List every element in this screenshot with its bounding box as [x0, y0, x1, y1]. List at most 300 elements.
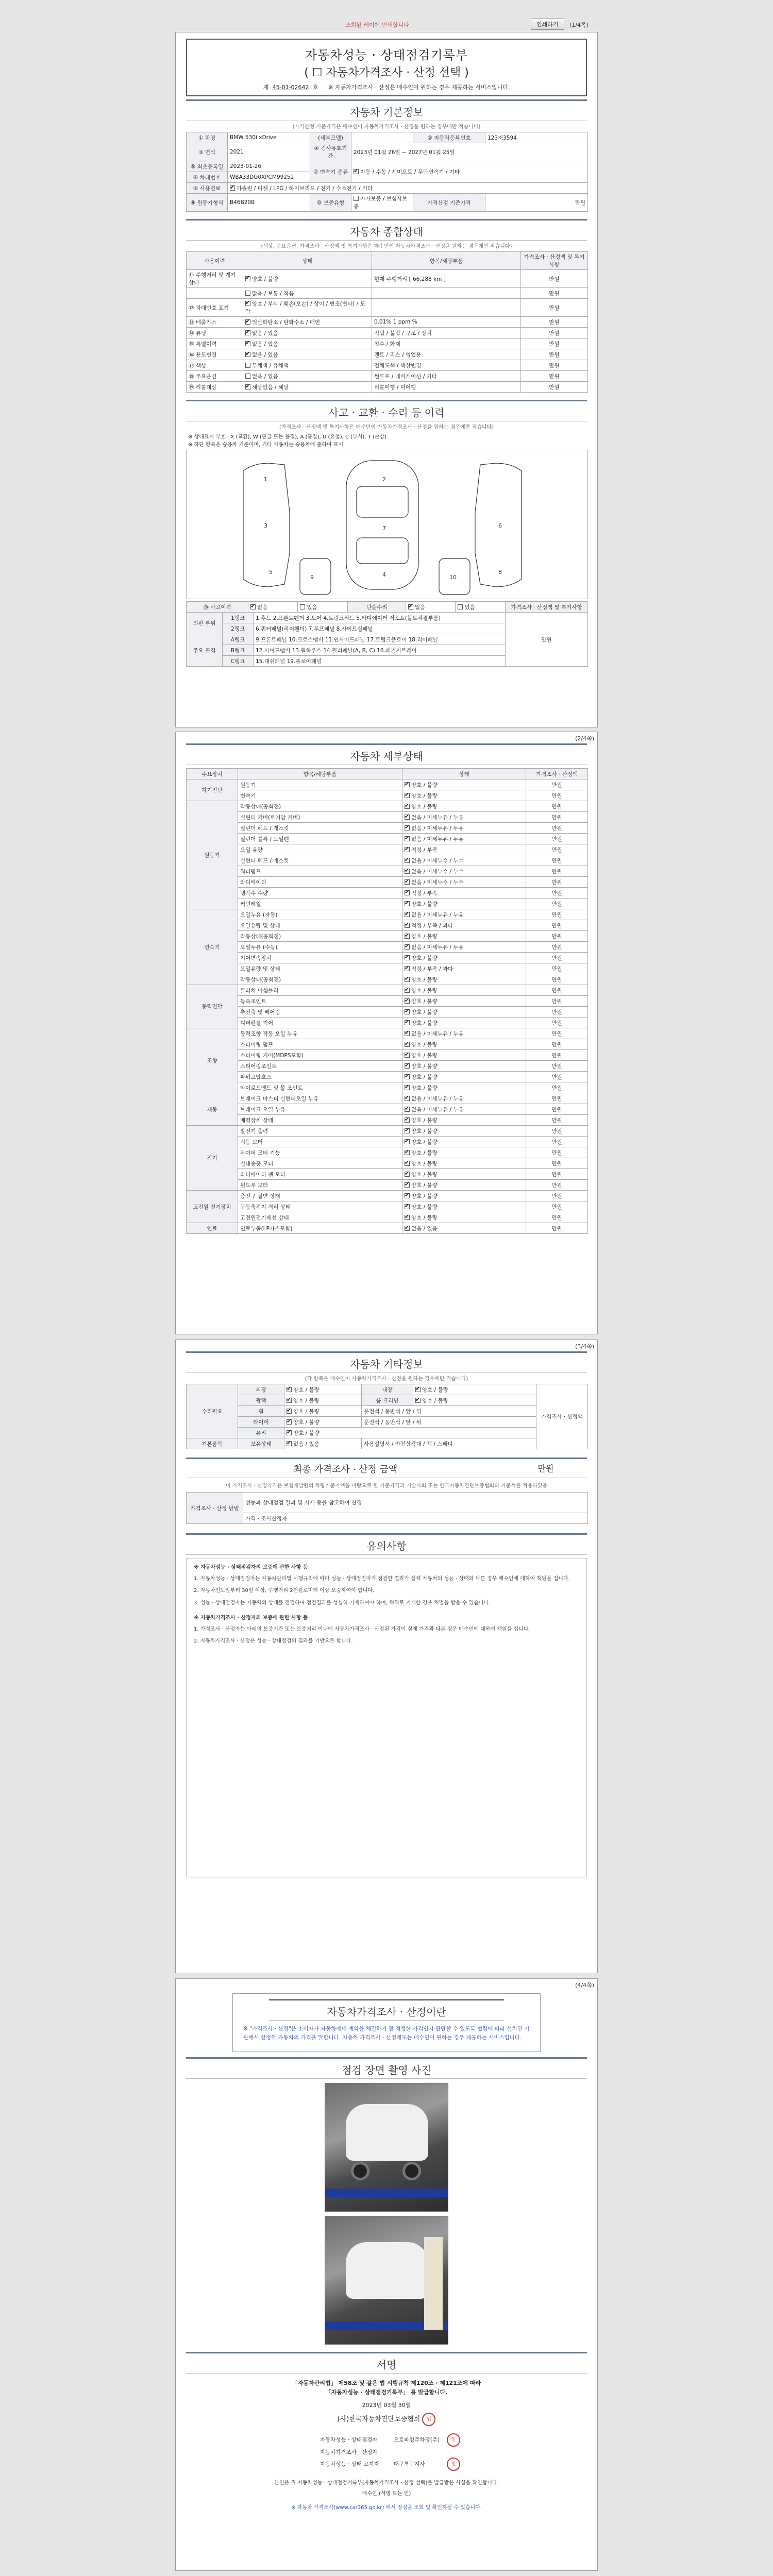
detail-condition — [402, 779, 526, 790]
detail-price: 만원 — [526, 974, 588, 985]
label-buyer: 매수인 — [362, 2490, 377, 2497]
base-price: 만원 — [485, 194, 588, 212]
detail-part: 냉각수 수량 — [238, 888, 402, 899]
detail-price: 만원 — [526, 855, 588, 866]
status-item: ⑬ 배출가스 — [187, 317, 243, 328]
table-row — [187, 801, 588, 812]
simple-no — [406, 602, 456, 613]
detail-condition-text: 양호 / 불량 — [411, 1074, 438, 1080]
table-row — [187, 974, 588, 985]
checkbox — [405, 1031, 410, 1036]
table-row — [187, 834, 588, 844]
detail-condition — [402, 953, 526, 963]
other-position: 운전석 / 동반석 / 앞 / 뒤 — [362, 1417, 536, 1428]
detail-price: 만원 — [526, 899, 588, 909]
caution-paragraph: 1. 자동차성능 · 상태점검자는 자동차관리법 시행규칙에 따라 성능 · 상태점검자가 점검한 결과가 실제 자동차의 성능 · 상태와 다른 경우 매수인에 대하여 책임을 집니다. — [194, 1575, 570, 1582]
detail-group: 전기 — [187, 1126, 238, 1191]
table-row — [187, 1104, 588, 1115]
simple-yes — [456, 602, 506, 613]
detail-condition — [402, 1180, 526, 1191]
document-header — [186, 39, 587, 96]
transmission-values: 자동 / 수동 / 세미오토 / 무단변속기 / 기타 — [360, 169, 460, 175]
rank-a: A랭크 — [223, 634, 254, 645]
detail-part: 라디에이터 — [238, 877, 402, 888]
detail-condition — [402, 1223, 526, 1234]
detail-condition-text: 양호 / 불량 — [411, 1128, 438, 1134]
rank-b-items: 12.사이드멤버 13.휠하우스 14.필러패널(A, B, C) 16.패키지트레이 — [254, 645, 506, 656]
panel-label: 7 — [382, 525, 386, 532]
detail-part: 실린더 커버(로커암 커버) — [238, 812, 402, 823]
sign-title: 서명 — [186, 2352, 587, 2374]
table-row — [187, 769, 588, 779]
checkbox — [405, 923, 410, 928]
basis-value: 성능과 상태점검 결과 및 시세 등을 참고하여 산정 — [243, 1493, 588, 1513]
state-text: 많음 / 보통 / 적음 — [252, 290, 294, 297]
status-title: 자동차 종합상태 — [186, 219, 587, 241]
detail-condition-text: 양호 / 불량 — [411, 1160, 438, 1167]
detail-table — [186, 768, 588, 1234]
detail-condition-text: 적정 / 부족 — [411, 846, 438, 853]
detail-part: 커먼레일 — [238, 899, 402, 909]
table-row — [187, 823, 588, 834]
detail-condition-text: 양호 / 불량 — [411, 1139, 438, 1145]
checkbox — [405, 804, 410, 809]
detail-condition — [402, 1126, 526, 1137]
table-row — [187, 1223, 588, 1234]
basic-info-title: 자동차 기본정보 — [186, 99, 587, 121]
rank-1-items: 1.후드 2.프론트휀더 3.도어 4.트렁크리드 5.라디에이터 서포트(볼트체결부품) — [254, 613, 506, 623]
page-2 — [175, 732, 598, 1334]
table-row — [187, 1180, 588, 1191]
checkbox — [405, 912, 410, 917]
table-row — [187, 888, 588, 899]
detail-condition-text: 양호 / 불량 — [411, 933, 438, 940]
detail-condition — [402, 1093, 526, 1104]
label-base-price: 가격산정 기준가격 — [413, 194, 485, 212]
detail-group: 변속기 — [187, 909, 238, 985]
price-person — [243, 1513, 588, 1524]
rank-a-items: 9.프론트패널 10.크로스멤버 11.인사이드패널 17.트렁크플로어 18.리어패널 — [254, 634, 506, 645]
status-state — [243, 317, 372, 328]
table-row — [187, 270, 588, 288]
panel-label: 4 — [382, 571, 386, 578]
detail-condition-text: 없음 / 미세누유 / 누유 — [411, 825, 464, 832]
inspection-photo-1 — [325, 2083, 448, 2212]
table-row — [187, 963, 588, 974]
panel-label: 8 — [498, 569, 502, 575]
detail-group: 연료 — [187, 1223, 238, 1234]
status-detail: 썬루프 / 네비게이션 / 기타 — [372, 371, 521, 382]
status-detail — [372, 299, 521, 317]
detail-group: 고전원 전기장치 — [187, 1191, 238, 1223]
basic-info-sub: (가격산정 기준가격은 매수인이 자동차가격조사 · 산정을 원하는 경우에만 적습니다) — [292, 124, 481, 130]
table-row — [187, 1212, 588, 1223]
status-sub: (색상, 주요옵션, 가격조사 · 산정액 및 특기사항은 매수인이 자동차가격조사 · 산정을 원하는 경우에만 적습니다) — [261, 244, 512, 249]
table-row — [187, 360, 588, 371]
checkbox — [405, 1193, 410, 1198]
caution-paragraph: 3. 성능 · 상태점검자는 자동차의 상태를 점검하여 점검결과를 성실히 기재하여야 하며, 허위로 기재한 경우 처벌을 받을 수 있습니다. — [194, 1600, 491, 1606]
doc-notice: ※ 자동차가격조사 · 산정은 매수인이 원하는 경우 제공하는 서비스입니다. — [328, 84, 510, 91]
col-device: 주요장치 — [187, 769, 238, 779]
detail-condition — [402, 931, 526, 942]
table-row — [187, 161, 588, 172]
other-state-text: 양호 / 불량 — [293, 1397, 320, 1404]
checkbox — [405, 1107, 410, 1112]
checkbox — [405, 858, 410, 863]
page-3 — [175, 1340, 598, 1973]
detail-price: 만원 — [526, 996, 588, 1007]
detail-part: 실린더 헤드 / 개스킷 — [238, 823, 402, 834]
table-row — [187, 1050, 588, 1061]
table-row — [187, 1072, 588, 1082]
other-state — [284, 1417, 362, 1428]
label-inspector: 자동차성능 · 상태점검자 — [320, 2437, 378, 2444]
detail-price: 만원 — [526, 1104, 588, 1115]
other-state-text: 양호 / 불량 — [293, 1419, 320, 1426]
detail-price: 만원 — [526, 823, 588, 834]
accident-price: 만원 — [506, 613, 588, 667]
table-row — [187, 183, 588, 194]
checkbox — [405, 988, 410, 993]
detail-price: 만원 — [526, 1180, 588, 1191]
table-row — [187, 1115, 588, 1126]
detail-part: 오일유량 및 상태 — [238, 920, 402, 931]
detail-condition — [402, 877, 526, 888]
print-notice: 조회된 레이에 인쇄합니다 — [345, 22, 409, 28]
page-indicator: (1/4쪽) — [569, 22, 589, 28]
label-vin: ⑥ 차대번호 — [187, 172, 228, 183]
sign-line-2: 「자동차성능 · 상태점검기록부」 를 발급합니다. — [325, 2389, 448, 2396]
table-row — [187, 790, 588, 801]
sign-text — [176, 2379, 597, 2426]
table-row — [187, 953, 588, 963]
other-state — [284, 1406, 362, 1417]
sign-org-name: (사)한국자동차진단보증협회 — [337, 2415, 421, 2424]
table-row — [187, 1169, 588, 1180]
status-item: ⑲ 리콜대상 — [187, 382, 243, 393]
detail-condition — [402, 866, 526, 877]
detail-condition — [402, 855, 526, 866]
rank-b: B랭크 — [223, 645, 254, 656]
model-year: 2021 — [228, 143, 310, 161]
label-basis: 가격조사 · 산정 방법 — [187, 1493, 243, 1524]
inspector-name: 오토파킹주차장(주) — [393, 2437, 440, 2444]
detail-price: 만원 — [526, 963, 588, 974]
status-state — [243, 349, 372, 360]
checkbox — [405, 869, 410, 874]
page-1 — [175, 32, 598, 727]
detail-price: 만원 — [526, 909, 588, 920]
checkbox — [405, 1009, 410, 1014]
detail-part: 작동상태(공회전) — [238, 974, 402, 985]
accident-notes — [188, 432, 585, 448]
detail-part: 등속조인트 — [238, 996, 402, 1007]
other-item: 보유상태 — [238, 1438, 284, 1449]
doc-number-suffix: 호 — [313, 84, 318, 91]
status-detail — [372, 288, 521, 299]
detail-condition — [402, 899, 526, 909]
detail-part: 오일유량 및 상태 — [238, 963, 402, 974]
detail-condition — [402, 909, 526, 920]
detail-part: 기어변속장치 — [238, 953, 402, 963]
seal-stamp: 인 — [422, 2413, 435, 2426]
detail-condition — [402, 1115, 526, 1126]
accident-yes — [298, 602, 347, 613]
detail-part: 배력장치 상태 — [238, 1115, 402, 1126]
detail-condition-text: 양호 / 불량 — [411, 792, 438, 799]
label-year: ③ 연식 — [187, 143, 228, 161]
caution-body — [186, 1558, 587, 1877]
status-state — [243, 382, 372, 393]
state-text: 일산화탄소 / 탄화수소 / 매연 — [252, 319, 320, 326]
table-row — [187, 1201, 588, 1212]
status-state — [243, 270, 372, 288]
detail-price: 만원 — [526, 1137, 588, 1147]
detail-part: 구동축전지 격리 상태 — [238, 1201, 402, 1212]
label-trim: (세부모델) — [310, 132, 351, 143]
rank-c: C랭크 — [223, 656, 254, 667]
detail-part: 고전원전기배선 상태 — [238, 1212, 402, 1223]
detail-price: 만원 — [526, 985, 588, 996]
detail-condition — [402, 1028, 526, 1039]
label-car-name: ① 차명 — [187, 132, 228, 143]
detail-price: 만원 — [526, 834, 588, 844]
detail-condition — [402, 1039, 526, 1050]
detail-condition — [402, 1191, 526, 1201]
state-text: 무채색 / 유채색 — [252, 362, 289, 369]
simple-no-text: 없음 — [415, 604, 426, 611]
detail-part: 시동 모터 — [238, 1137, 402, 1147]
detail-condition — [402, 1201, 526, 1212]
table-row — [187, 1191, 588, 1201]
detail-price: 만원 — [526, 1061, 588, 1072]
notifier-name: 대구북구지사 — [393, 2461, 425, 2468]
label-transmission: ⑦ 변속기 종류 — [310, 161, 351, 183]
caution-paragraph: 2. 자동차인도일부터 30일 이상, 주행거리 2천킬로미터 이상 보증하여야 합니다. — [194, 1588, 375, 1594]
table-row — [187, 602, 588, 613]
table-row — [187, 866, 588, 877]
table-row — [187, 1126, 588, 1137]
transmission-options — [351, 161, 588, 183]
detail-price: 만원 — [526, 1082, 588, 1093]
caution-paragraph: 1. 가격조사 · 산정자는 아래의 보증기간 또는 보증거리 이내에 자동차가격조사 · 산정된 가격이 실제 가격과 다른 경우 매수인에 대하여 책임을 집니다. — [194, 1626, 530, 1632]
rank-2: 2랭크 — [223, 623, 254, 634]
detail-price: 만원 — [526, 1191, 588, 1201]
checkbox — [405, 825, 410, 831]
table-row — [187, 194, 588, 212]
detail-condition-text: 양호 / 불량 — [411, 1041, 438, 1048]
checkbox — [405, 901, 410, 906]
checkbox — [405, 1215, 410, 1220]
status-detail: 현재 주행거리 [ 66,288 km ] — [372, 270, 521, 288]
table-row — [187, 1395, 588, 1406]
state-text: 없음 / 있음 — [252, 351, 278, 358]
detail-condition-text: 양호 / 불량 — [411, 1149, 438, 1156]
checkbox — [405, 955, 410, 960]
detail-part: 브레이크 마스터 실린더오일 누유 — [238, 1093, 402, 1104]
status-price: 만원 — [521, 349, 588, 360]
col-price: 가격조사 · 산정액 및 특기사항 — [521, 252, 588, 270]
checkbox — [405, 1226, 410, 1231]
detail-price: 만원 — [526, 1028, 588, 1039]
detail-condition — [402, 942, 526, 953]
detail-part: 클러치 어셈블리 — [238, 985, 402, 996]
table-row — [187, 1493, 588, 1513]
detail-condition-text: 양호 / 불량 — [411, 976, 438, 983]
table-row — [187, 931, 588, 942]
table-row — [187, 1093, 588, 1104]
status-table — [186, 251, 588, 393]
detail-part: 디퍼렌셜 기어 — [238, 1018, 402, 1028]
col-part: 항목/해당부품 — [238, 769, 402, 779]
detail-condition — [402, 1018, 526, 1028]
sales-body: ※ "가격조사 · 산정"은 소비자가 자동차매매 계약을 체결하기 전 적정한 가격인지 판단할 수 있도록 법령에 따라 설치된 기관에서 산정한 자동차의 가격을 말합니다. 자동차 가격조사 · 산정제도는 매수인이 원하는 경우 제공하는 서비스입니다. — [243, 2026, 530, 2041]
detail-part: 파워고압호스 — [238, 1072, 402, 1082]
status-price: 만원 — [521, 360, 588, 371]
detail-condition — [402, 1072, 526, 1082]
label-warranty: ⑩ 보증유형 — [310, 194, 351, 212]
checkbox — [405, 1096, 410, 1101]
checkbox — [405, 934, 410, 939]
checkbox — [405, 1139, 410, 1144]
detail-condition — [402, 996, 526, 1007]
inspection-period: 2023년 01월 26일 ~ 2027년 01월 25일 — [351, 143, 588, 161]
detail-part: 워터펌프 — [238, 866, 402, 877]
top-toolbar — [175, 0, 598, 31]
fuel-options — [228, 183, 588, 194]
other-state-text: 양호 / 불량 — [293, 1408, 320, 1415]
table-row — [187, 613, 588, 623]
table-row — [187, 844, 588, 855]
detail-condition — [402, 1158, 526, 1169]
table-row — [187, 996, 588, 1007]
other-item: 외장 — [238, 1384, 284, 1395]
vin: WBA33DG0XPCM99252 — [228, 172, 310, 183]
sales-title: 자동차가격조사 · 산정이란 — [269, 1999, 504, 2021]
col-detail-price: 가격조사 · 산정액 — [526, 769, 588, 779]
other-item: 유리 — [238, 1428, 284, 1438]
detail-condition-text: 적정 / 부족 — [411, 890, 438, 896]
table-row — [187, 920, 588, 931]
status-item: ⑮ 특별이력 — [187, 338, 243, 349]
status-price: 만원 — [521, 382, 588, 393]
accident-legend — [186, 601, 588, 613]
detail-part: 발전기 출력 — [238, 1126, 402, 1137]
status-detail: 침수 / 화재 — [372, 338, 521, 349]
table-row — [187, 299, 588, 317]
detail-price: 만원 — [526, 844, 588, 855]
detail-price: 만원 — [526, 888, 588, 899]
table-row — [187, 328, 588, 338]
detail-condition-text: 양호 / 불량 — [411, 987, 438, 994]
detail-condition — [402, 1082, 526, 1093]
status-state — [243, 288, 372, 299]
label-price-person: 자동차가격조사 · 산정자 — [320, 2449, 378, 2455]
detail-part: 실린더 블록 / 오일팬 — [238, 834, 402, 844]
panel-label: 5 — [269, 569, 273, 575]
rank-1: 1랭크 — [223, 613, 254, 623]
status-item: ⑱ 주요옵션 — [187, 371, 243, 382]
group-exterior: 외판 부위 — [187, 613, 223, 634]
table-row — [187, 1028, 588, 1039]
detail-part: 동력조향 작동 오일 누유 — [238, 1028, 402, 1039]
detail-price: 만원 — [526, 1093, 588, 1104]
car-diagram-svg — [187, 450, 589, 600]
sign-date: 2023년 03월 30일 — [362, 2401, 411, 2409]
doc-number-label: 제 — [263, 84, 269, 91]
checkbox — [405, 1063, 410, 1069]
detail-price: 만원 — [526, 1147, 588, 1158]
checkbox — [405, 977, 410, 982]
detail-condition-text: 양호 / 불량 — [411, 998, 438, 1005]
detail-condition-text: 양호 / 불량 — [411, 1214, 438, 1221]
car-diagram — [186, 450, 588, 599]
buyer-sign — [176, 2489, 597, 2497]
detail-condition — [402, 1007, 526, 1018]
detail-price: 만원 — [526, 931, 588, 942]
other-price: 가격조사 · 산정액 — [536, 1384, 588, 1449]
detail-condition — [402, 801, 526, 812]
detail-group: 원동기 — [187, 801, 238, 909]
detail-condition-text: 없음 / 미세누유 / 누유 — [411, 944, 464, 951]
detail-price: 만원 — [526, 877, 588, 888]
table-row — [187, 909, 588, 920]
final-table — [186, 1492, 588, 1524]
panel-label: 1 — [264, 476, 267, 483]
detail-condition-text: 양호 / 불량 — [411, 1117, 438, 1124]
table-row — [187, 338, 588, 349]
accident-sub: (가격조사 · 산정액 및 특기사항은 매수인이 자동차가격조사 · 산정을 원하는 경우에만 적습니다) — [279, 425, 494, 430]
detail-condition-text: 없음 / 미세누유 / 누유 — [411, 1030, 464, 1037]
detail-condition — [402, 963, 526, 974]
label-simple-repair: 단순수리 — [347, 602, 406, 613]
col-usage: 사용이력 — [187, 252, 243, 270]
label-plate: ② 자동차등록번호 — [413, 132, 485, 143]
detail-price: 만원 — [526, 1169, 588, 1180]
state-text: 없음 / 있음 — [252, 373, 278, 380]
checkbox — [405, 1128, 410, 1133]
table-row — [187, 382, 588, 393]
table-row — [187, 877, 588, 888]
detail-part: 타이로드엔드 및 볼 조인트 — [238, 1082, 402, 1093]
detail-price: 만원 — [526, 953, 588, 963]
final-head — [186, 1458, 587, 1478]
trim — [351, 132, 413, 143]
status-price: 만원 — [521, 371, 588, 382]
checkbox — [405, 998, 410, 1004]
checkbox — [405, 890, 410, 895]
detail-condition — [402, 888, 526, 899]
detail-group: 제동 — [187, 1093, 238, 1126]
page-number: (3/4쪽) — [575, 1343, 594, 1350]
detail-condition-text: 양호 / 불량 — [411, 1009, 438, 1015]
other-state-text: 양호 / 불량 — [293, 1430, 320, 1436]
detail-part: 오일 유량 — [238, 844, 402, 855]
detail-part: 스티어링 펌프 — [238, 1039, 402, 1050]
status-state — [243, 371, 372, 382]
table-row — [187, 1428, 588, 1438]
status-item: ⑭ 튜닝 — [187, 328, 243, 338]
checkbox — [405, 1085, 410, 1090]
first-registration: 2023-01-26 — [228, 161, 310, 172]
detail-condition-text: 없음 / 미세누수 / 누수 — [411, 857, 464, 864]
status-item: ⑰ 색상 — [187, 360, 243, 371]
col-state: 상태 — [243, 252, 372, 270]
table-row — [187, 812, 588, 823]
detail-condition — [402, 1104, 526, 1115]
print-button[interactable]: 인쇄하기 — [531, 19, 564, 30]
checkbox — [405, 944, 410, 950]
